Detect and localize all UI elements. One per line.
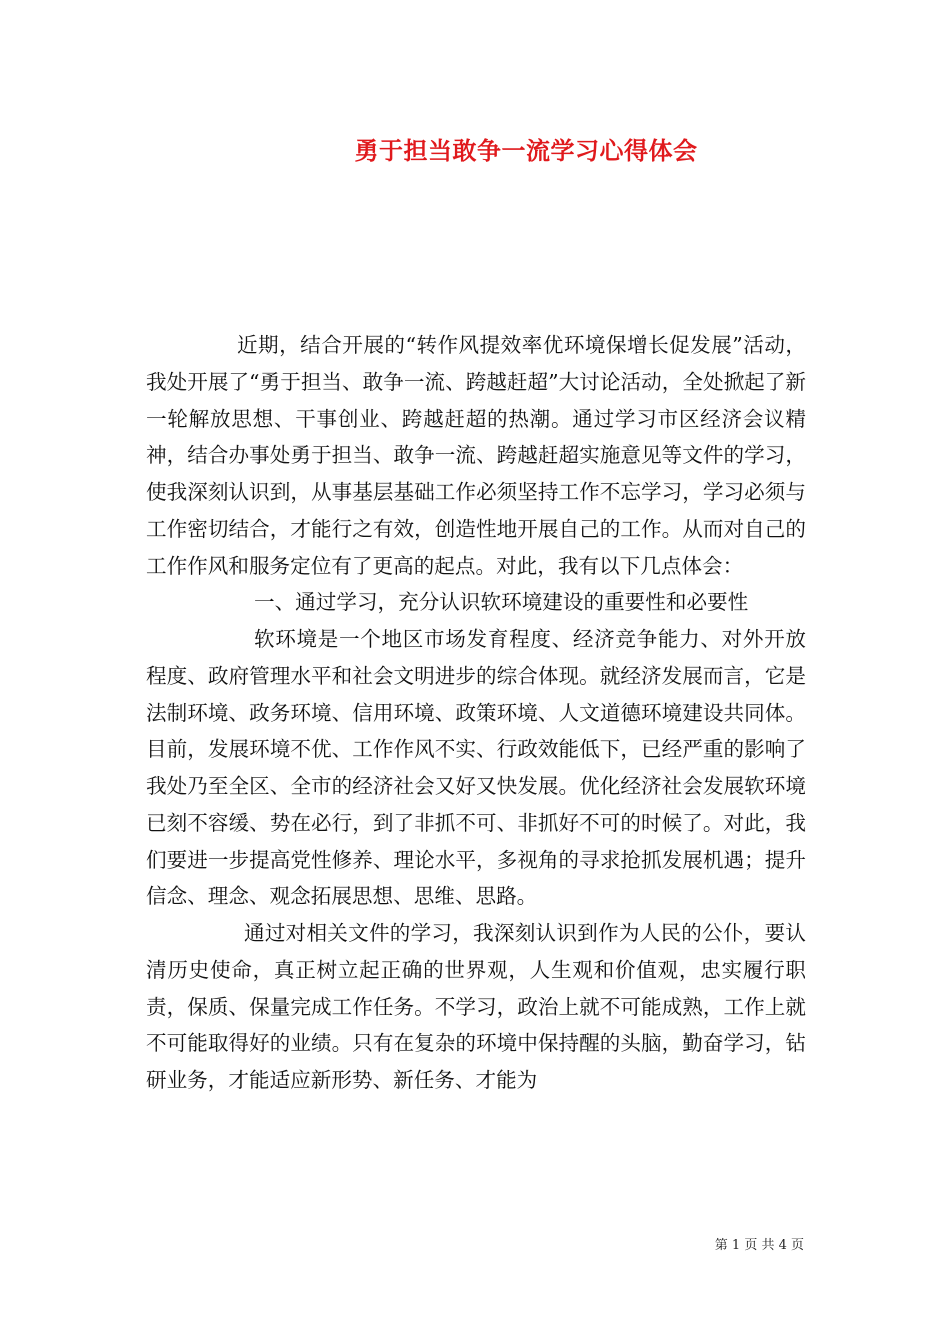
paragraph-study-documents: 通过对相关文件的学习，我深刻认识到作为人民的公仆，要认清历史使命，真正树立起正确的世界观，人生观和价值观，忠实履行职责，保质、保量完成工作任务。不学习，政治上就不可能成熟，工作上就不可能取得好的业绩。只有在复杂的环境中保持醒的头脑，勤奋学习，钻研业务，才能适应新形势、新任务、才能为 (146, 921, 806, 1092)
section-heading-1: 一、通过学习，充分认识软环境建设的重要性和必要性 (254, 590, 749, 615)
paragraph-intro: 近期，结合开展的“转作风提效率优环境保增长促发展”活动，我处开展了“勇于担当、敢争一流、跨越赶超”大讨论活动，全处掀起了新一轮解放思想、干事创业、跨越赶超的热潮。通过学习市区经济会议精神，结合办事处勇于担当、敢争一流、跨越赶超实施意见等文件的学习，使我深刻认识到，从事基层基础工作必须坚持工作不忘学习，学习必须与工作密切结合，才能行之有效，创造性地开展自己的工作。从而对自己的工作作风和服务定位有了更高的起点。对此，我有以下几点体会： (146, 333, 806, 578)
document-body (146, 327, 806, 1099)
paragraph-soft-environment: 软环境是一个地区市场发育程度、经济竞争能力、对外开放程度、政府管理水平和社会文明进步的综合体现。就经济发展而言，它是法制环境、政务环境、信用环境、政策环境、人文道德环境建设共同体。目前，发展环境不优、工作作风不实、行政效能低下，已经严重的影响了我处乃至全区、全市的经济社会又好又快发展。优化经济社会发展软环境已刻不容缓、势在必行，到了非抓不可、非抓好不可的时候了。对此，我们要进一步提高党性修养、理论水平，多视角的寻求抢抓发展机遇；提升信念、理念、观念拓展思想、思维、思路。 (146, 627, 806, 909)
page-number-footer: 第 1 页 共 4 页 (714, 1238, 804, 1253)
document-title: 勇于担当敢争一流学习心得体会 (354, 136, 698, 165)
